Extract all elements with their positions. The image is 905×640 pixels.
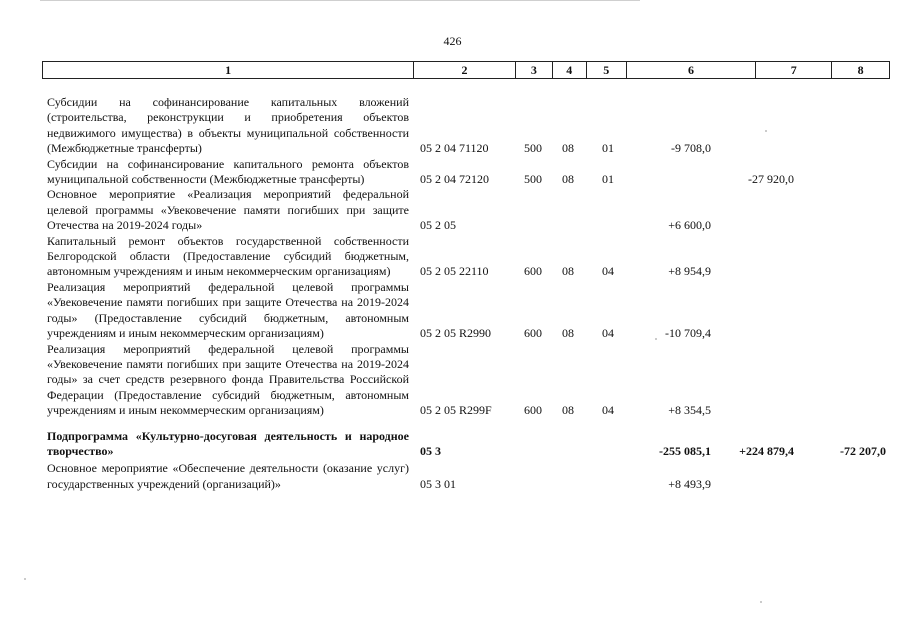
row-code: 05 3 bbox=[420, 443, 441, 458]
row-col-5: 01 bbox=[602, 172, 614, 187]
row-col-4: 08 bbox=[562, 403, 574, 418]
row-col-3: 500 bbox=[524, 172, 542, 187]
header-col-8: 8 bbox=[857, 63, 864, 77]
row-code: 05 2 05 R2990 bbox=[420, 326, 492, 341]
row-code: 05 2 05 R299F bbox=[420, 403, 492, 418]
row-col-4: 08 bbox=[562, 141, 574, 156]
row-col-6: -10 709,4 bbox=[665, 326, 711, 341]
row-col-6: +8 493,9 bbox=[668, 476, 711, 491]
row-code: 05 2 05 bbox=[420, 218, 456, 233]
header-col-7: 7 bbox=[756, 62, 832, 78]
table-row bbox=[47, 187, 890, 233]
row-col-4: 08 bbox=[562, 172, 574, 187]
row-col-5: 04 bbox=[602, 403, 614, 418]
row-col-6: +8 954,9 bbox=[668, 264, 711, 279]
row-code: 05 2 04 72120 bbox=[420, 172, 489, 187]
row-code: 05 2 05 22110 bbox=[420, 264, 489, 279]
row-col-7: +224 879,4 bbox=[739, 443, 794, 458]
table-row bbox=[47, 234, 890, 280]
header-col-4: 4 bbox=[553, 62, 587, 78]
table-header bbox=[42, 61, 890, 79]
row-code: 05 2 04 71120 bbox=[420, 141, 489, 156]
row-description: Основное мероприятие «Обеспечение деятельности (оказание услуг) государственных учреждений (организаций)» bbox=[47, 461, 409, 491]
row-col-8: -72 207,0 bbox=[840, 443, 886, 458]
row-col-3: 500 bbox=[524, 141, 542, 156]
scan-speck bbox=[655, 338, 657, 340]
table-body bbox=[47, 95, 890, 492]
row-description: Капитальный ремонт объектов государственной собственности Белгородской области (Предоставление субсидий бюджетным, автономным учреждениям и иным некоммерческим организациям) bbox=[47, 233, 409, 279]
row-spacer bbox=[47, 419, 890, 429]
row-col-5: 04 bbox=[602, 326, 614, 341]
row-col-3: 600 bbox=[524, 326, 542, 341]
row-col-4: 08 bbox=[562, 264, 574, 279]
table-row bbox=[47, 157, 890, 188]
table-row bbox=[47, 461, 890, 492]
table-row bbox=[47, 342, 890, 419]
page-number: 426 bbox=[443, 34, 462, 48]
row-code: 05 3 01 bbox=[420, 476, 456, 491]
header-col-6: 6 bbox=[627, 62, 757, 78]
scan-speck bbox=[760, 601, 762, 603]
header-col-5: 5 bbox=[587, 62, 627, 78]
row-col-3: 600 bbox=[524, 264, 542, 279]
row-col-3: 600 bbox=[524, 403, 542, 418]
row-description: Реализация мероприятий федеральной целевой программы «Увековечение памяти погибших при защите Отечества на 2019-2024 годы» (Предоставление субсидий бюджетным, автономным учреждениям и иным некоммерческим организациям) bbox=[47, 279, 409, 341]
table-row-subprogram bbox=[47, 429, 890, 460]
row-description: Субсидии на софинансирование капитального ремонта объектов муниципальной собственности (Межбюджетные трансферты) bbox=[47, 156, 409, 187]
row-description: Реализация мероприятий федеральной целевой программы «Увековечение памяти погибших при защите Отечества на 2019-2024 годы» за счет средств резервного фонда Правительства Российской Федерации (Предоставление субсидий бюджетным, автономным учреждениям и иным некоммерческим организациям) bbox=[47, 341, 409, 418]
header-col-1: 1 bbox=[43, 62, 414, 78]
table-row bbox=[47, 95, 890, 157]
header-col-2: 2 bbox=[414, 62, 516, 78]
row-col-7: -27 920,0 bbox=[748, 172, 794, 187]
scan-edge-line bbox=[40, 0, 640, 1]
header-col-3: 3 bbox=[516, 62, 553, 78]
row-col-6: +8 354,5 bbox=[668, 403, 711, 418]
row-col-6: +6 600,0 bbox=[668, 218, 711, 233]
row-description: Субсидии на софинансирование капитальных вложений (строительства, реконструкции и приобретения объектов недвижимого имущества) в объекты муниципальной собственности (Межбюджетные трансферты) bbox=[47, 95, 409, 156]
scan-speck bbox=[24, 578, 26, 580]
row-col-4: 08 bbox=[562, 326, 574, 341]
row-description: Подпрограмма «Культурно-досуговая деятельность и народное творчество» bbox=[47, 428, 409, 458]
row-col-6: -255 085,1 bbox=[659, 443, 711, 458]
row-col-5: 01 bbox=[602, 141, 614, 156]
table-row bbox=[47, 280, 890, 342]
row-description: Основное мероприятие «Реализация мероприятий федеральной целевой программы «Увековечение памяти погибших при защите Отечества на 2019-2024 годы» bbox=[47, 187, 409, 233]
row-col-5: 04 bbox=[602, 264, 614, 279]
scan-speck bbox=[765, 130, 767, 132]
row-col-6: -9 708,0 bbox=[671, 141, 711, 156]
